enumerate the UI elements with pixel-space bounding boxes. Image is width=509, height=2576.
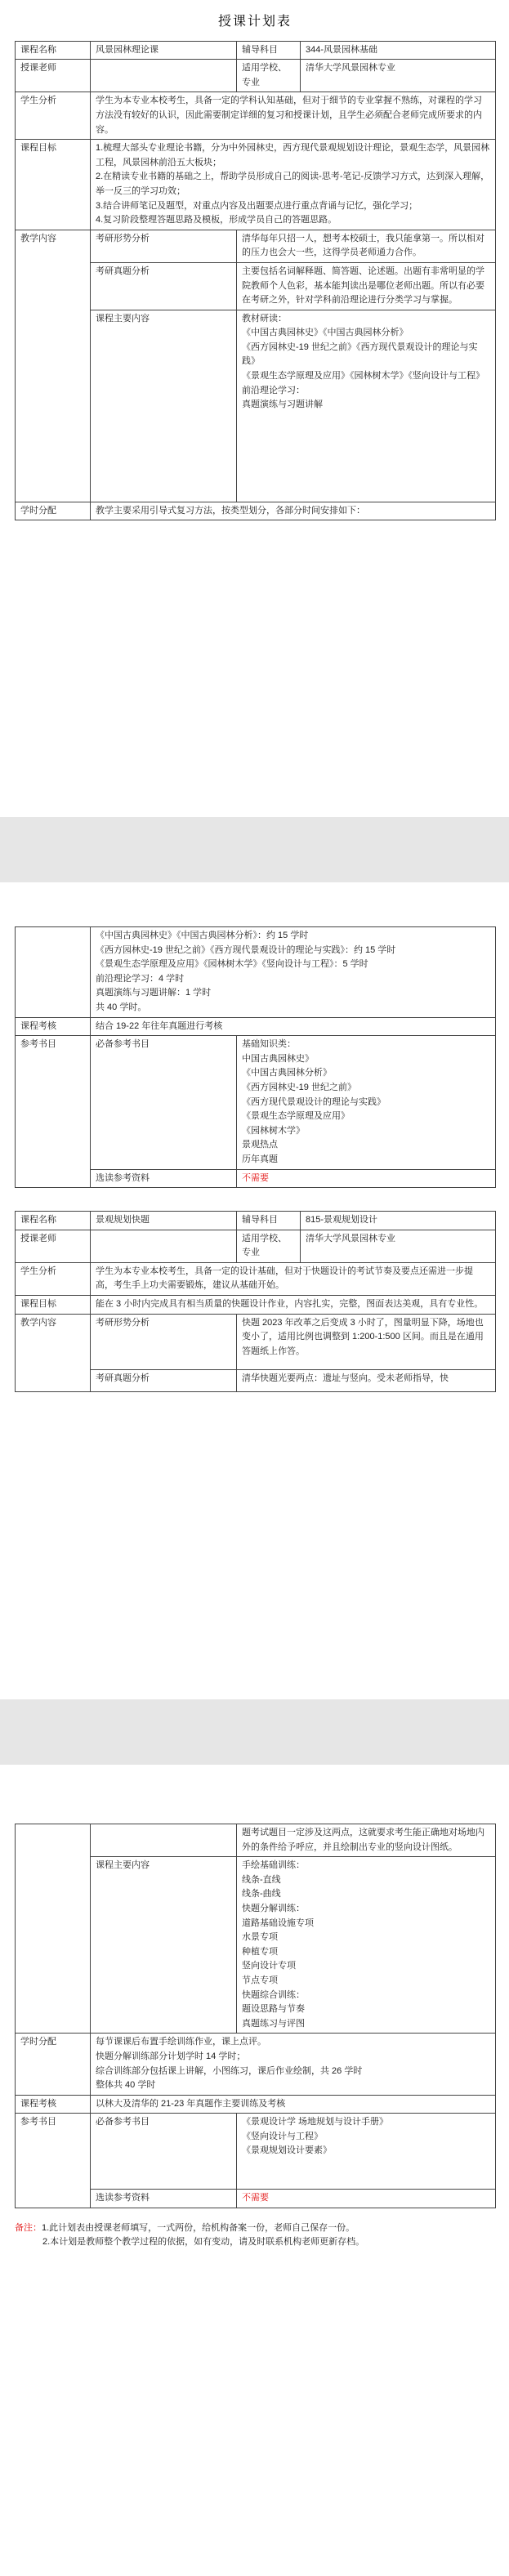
- value-question-analysis: 主要包括名词解释题、简答题、论述题。出题有非常明显的学院教师个人色彩，基本能判读出是哪位老师出题。所以有必要在考研之外，针对学科前沿理论进行分类学习与掌握。: [237, 262, 496, 310]
- page-2: [0, 882, 509, 1699]
- label-teaching-content: 教学内容: [16, 1314, 91, 1391]
- value-main-content: [237, 1857, 496, 2034]
- value-subject: 815-景观规划设计: [301, 1212, 496, 1230]
- value-required-books: [237, 1036, 496, 1169]
- value-time-allocation: 教学主要采用引导式复习方法，按类型划分，各部分时间安排如下：: [91, 502, 496, 520]
- main-content-item: 种植专项: [242, 1946, 278, 1957]
- value-course-goals: 能在 3 小时内完成具有相当质量的快题设计作业，内容扎实，完整，图面表达美观，具有专业性。: [91, 1296, 496, 1315]
- value-subject: 344-风景园林基础: [301, 41, 496, 60]
- value-required-books: [237, 2114, 496, 2190]
- time-item: 综合训练部分包括课上讲解，小图练习，课后作业绘制，共 26 学时: [96, 2065, 363, 2076]
- main-content-item: 真题练习与评图: [242, 2018, 305, 2029]
- plan-table-1: [15, 41, 496, 521]
- hours-item: 《景观生态学原理及应用》《园林树木学》《竖向设计与工程》：5 学时: [96, 959, 368, 970]
- value-school: 清华大学风景园林专业: [301, 60, 496, 92]
- goal-item: 4.复习阶段整理答题思路及模板，形成学员自己的答题思路。: [96, 215, 337, 225]
- main-content-item: 线条-曲线: [242, 1889, 281, 1900]
- book-item: 《中国古典园林分析》: [242, 1068, 332, 1078]
- teaching-content-spacer: [16, 1824, 91, 2034]
- label-teacher: 授课老师: [16, 60, 91, 92]
- label-teacher: 授课老师: [16, 1230, 91, 1262]
- books-title: 基础知识类：: [242, 1039, 296, 1050]
- main-content-item: 道路基础设施专项: [242, 1917, 314, 1928]
- value-optional-refs: 不需要: [237, 2190, 496, 2208]
- hours-item: 《西方园林史-19 世纪之前》《西方现代景观设计的理论与实践》：约 15 学时: [96, 944, 396, 955]
- label-question-analysis: 考研真题分析: [91, 1369, 237, 1391]
- page-1: [0, 0, 509, 817]
- label-time-allocation: 学时分配: [16, 2034, 91, 2095]
- main-content-item: 节点专项: [242, 1975, 278, 1985]
- label-course-name: 课程名称: [16, 1212, 91, 1230]
- book-item: 《竖向设计与工程》: [242, 2131, 323, 2141]
- book-item: 中国古典园林史》: [242, 1053, 314, 1064]
- label-teaching-content: 教学内容: [16, 230, 91, 502]
- label-question-analysis: 考研真题分析: [91, 262, 237, 310]
- plan-table-1-continued: [15, 926, 496, 1188]
- label-main-content: 课程主要内容: [91, 310, 237, 502]
- time-item: 快题分解训练部分计划学时 14 学时；: [96, 2051, 246, 2061]
- main-content-item: 《景观生态学原理及应用》《园林树木学》《竖向设计与工程》: [242, 371, 484, 382]
- label-course-goals: 课程目标: [16, 1296, 91, 1315]
- book-item: 《西方现代景观设计的理论与实践》: [242, 1096, 386, 1107]
- notes: [15, 2221, 495, 2250]
- book-item: 《园林树木学》: [242, 1125, 305, 1136]
- label-required-books: 必备参考书目: [91, 1036, 237, 1169]
- main-content-item: 手绘基础训练：: [242, 1860, 305, 1871]
- main-content-item: 线条-直线: [242, 1874, 281, 1885]
- hours-item: 真题演练与习题讲解：1 学时: [96, 988, 212, 998]
- label-optional-refs: 选读参考资料: [91, 2190, 237, 2208]
- label-school: 适用学校、专业: [237, 1230, 301, 1262]
- value-optional-refs: 不需要: [237, 1169, 496, 1188]
- plan-table-2-continued: [15, 1824, 496, 2208]
- book-item: 《景观生态学原理及应用》: [242, 1111, 350, 1122]
- hours-item: 前沿理论学习：4 学时: [96, 973, 185, 984]
- book-item: 《景观设计学 场地规划与设计手册》: [242, 2117, 389, 2127]
- main-content-item: 真题演练与习题讲解: [242, 400, 323, 410]
- value-course-goals: [91, 140, 496, 230]
- main-content-title: 教材研读：: [242, 313, 287, 324]
- label-student-analysis: 学生分析: [16, 1262, 91, 1295]
- label-required-books: 必备参考书目: [91, 2114, 237, 2190]
- value-student-analysis: 学生为本专业本校考生，具备一定的学科认知基础，但对于细节的专业掌握不熟练，对课程的学习方法没有较好的认识，因此需要制定详细的复习和授课计划，且学生必须配合老师完成所要求的内容。: [91, 92, 496, 140]
- document-title: 授课计划表: [217, 15, 292, 29]
- value-course-exam: 结合 19-22 年往年真题进行考核: [91, 1017, 496, 1036]
- main-content-item: 《西方园林史-19 世纪之前》《西方现代景观设计的理论与实践》: [242, 342, 478, 367]
- goal-item: 1.梳理大部头专业理论书籍，分为中外园林史，西方现代景观规划设计理论，景观生态学，风景园林工程，风景园林前沿五大板块；: [96, 143, 490, 167]
- value-course-name: 景观规划快题: [91, 1212, 237, 1230]
- goal-item: 2.在精读专业书籍的基础之上，帮助学员形成自己的阅读-思考-笔记-反馈学习方式，达到深入理解，举一反三的学习功效；: [96, 172, 490, 196]
- book-item: 《景观规划设计要素》: [242, 2145, 332, 2156]
- book-item: 历年真题: [242, 1154, 278, 1164]
- book-item: 《西方园林史-19 世纪之前》: [242, 1082, 356, 1092]
- value-exam-analysis: 快题 2023 年改革之后变成 3 小时了，图量明显下降，场地也变小了，适用比例也调整到 1:200-1:500 区间。而且是在通用答题纸上作答。: [237, 1314, 496, 1369]
- label-course-goals: 课程目标: [16, 140, 91, 230]
- main-content-item: 水景专项: [242, 1932, 278, 1943]
- label-student-analysis: 学生分析: [16, 92, 91, 140]
- main-content-item: 前沿理论学习：: [242, 385, 305, 395]
- label-subject: 辅导科目: [237, 41, 301, 60]
- main-content-item: 竖向设计专项: [242, 1961, 296, 1971]
- hours-item: 《中国古典园林史》《中国古典园林分析》：约 15 学时: [96, 931, 309, 940]
- value-time-allocation: [91, 2034, 496, 2095]
- time-item: 每节课课后布置手绘训练作业，课上点评。: [96, 2037, 266, 2047]
- label-subject: 辅导科目: [237, 1212, 301, 1230]
- goal-item: 3.结合讲师笔记及题型，对重点内容及出题要点进行重点背诵与记忆，强化学习；: [96, 200, 418, 211]
- value-student-analysis: 学生为本专业本校考生，具备一定的设计基础，但对于快题设计的考试节奏及要点还需进一步提高，考生手上功夫需要锻炼，建议从基础开始。: [91, 1262, 496, 1295]
- label-main-content: 课程主要内容: [91, 1857, 237, 2034]
- value-course-name: 风景园林理论课: [91, 41, 237, 60]
- label-exam-analysis: 考研形势分析: [91, 230, 237, 262]
- value-main-content: [237, 310, 496, 502]
- time-allocation-spacer: [16, 927, 91, 1018]
- label-course-name: 课程名称: [16, 41, 91, 60]
- page-3: [0, 1765, 509, 2576]
- value-question-analysis-p2: 题考试题目一定涉及这两点，这就要求考生能正确地对场地内外的条件给予呼应，并且绘制出专业的竖向设计图纸。: [237, 1824, 496, 1857]
- notes-label: 备注：: [15, 2222, 42, 2233]
- value-teacher: [91, 60, 237, 92]
- main-content-item: 《中国古典园林史》《中国古典园林分析》: [242, 328, 409, 338]
- value-course-exam: 以林大及清华的 21-23 年真题作主要训练及考核: [91, 2095, 496, 2114]
- note-line-1: 备注：1.此计划表由授课老师填写，一式两份，给机构备案一份，老师自己保存一份。: [15, 2222, 355, 2233]
- main-content-item: 快题分解训练：: [242, 1903, 305, 1913]
- main-content-item: 快题综合训练：: [242, 1989, 305, 2000]
- book-item: 景观热点: [242, 1140, 278, 1150]
- value-teacher[interactable]: [91, 1230, 237, 1262]
- label-optional-refs: 选读参考资料: [91, 1169, 237, 1188]
- label-course-exam: 课程考核: [16, 2095, 91, 2114]
- label-time-allocation: 学时分配: [16, 502, 91, 520]
- label-course-exam: 课程考核: [16, 1017, 91, 1036]
- question-analysis-spacer: [91, 1824, 237, 1857]
- label-school: 适用学校、专业: [237, 60, 301, 92]
- label-references: 参考书目: [16, 2114, 91, 2208]
- value-exam-analysis: 清华每年只招一人，想考本校硕士，我只能拿第一。所以相对的压力也会大一些，这得学员老师通力合作。: [237, 230, 496, 262]
- main-content-item: 题设思路与节奏: [242, 2004, 305, 2015]
- value-hours-breakdown: [91, 927, 496, 1018]
- value-school: 清华大学风景园林专业: [301, 1230, 496, 1262]
- hours-item: 共 40 学时。: [96, 1002, 147, 1012]
- time-item: 整体共 40 学时: [96, 2080, 156, 2091]
- value-question-analysis-p1: 清华快题光要两点：遗址与竖向。受未老师指导，快: [237, 1369, 496, 1391]
- label-exam-analysis: 考研形势分析: [91, 1314, 237, 1369]
- note-line-2: 2.本计划是教师整个教学过程的依据，如有变动，请及时联系机构老师更新存档。: [42, 2237, 365, 2248]
- plan-table-2: [15, 1211, 496, 1392]
- label-references: 参考书目: [16, 1036, 91, 1188]
